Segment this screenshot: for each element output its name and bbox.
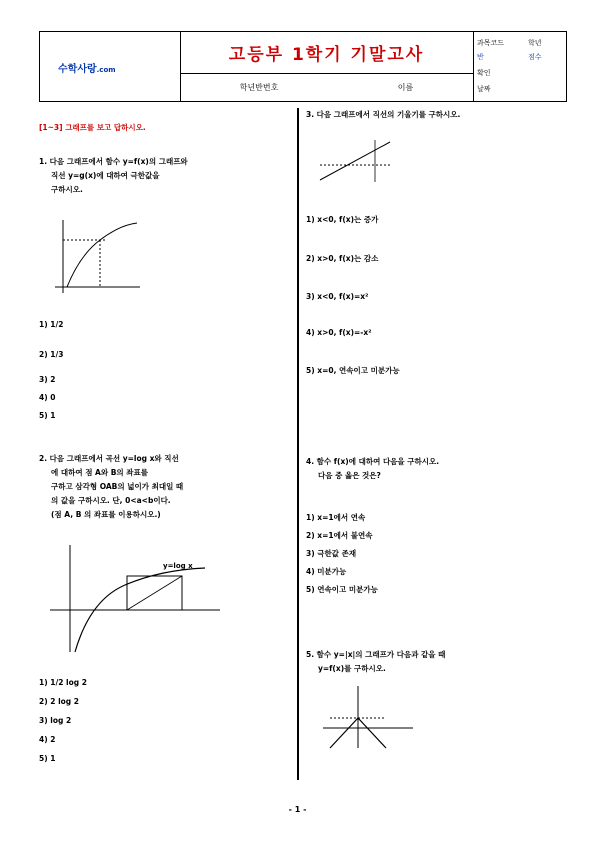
- q3-option-4[interactable]: 4) x>0, f(x)=-x²: [306, 328, 372, 337]
- info-2: 학년: [528, 39, 542, 47]
- header-info-cell: [473, 32, 568, 101]
- q1-line-1: 1. 다음 그래프에서 함수 y=f(x)의 그래프와: [39, 157, 188, 166]
- q3-option-1[interactable]: 1) x<0, f(x)는 증가: [306, 215, 379, 224]
- q3-option-3[interactable]: 3) x<0, f(x)=x²: [306, 292, 369, 301]
- q5-line-2: y=f(x)를 구하시오.: [318, 664, 386, 673]
- graph1-curve: [67, 223, 137, 287]
- q4-option-2[interactable]: 2) x=1에서 불연속: [306, 531, 373, 540]
- q3-option-5[interactable]: 5) x=0, 연속이고 미분가능: [306, 366, 400, 375]
- question-4: [306, 455, 561, 483]
- header-subrow: [180, 73, 473, 102]
- q3-line: 3. 다음 그래프에서 직선의 기울기를 구하시오.: [306, 110, 461, 119]
- q4-option-4[interactable]: 4) 미분가능: [306, 567, 347, 576]
- section-note: [1~3] 그래프를 보고 답하시오.: [39, 123, 146, 132]
- q4-option-5[interactable]: 5) 연속이고 미분가능: [306, 585, 378, 594]
- info-1: 과목코드: [477, 39, 505, 47]
- header-box: [39, 31, 567, 102]
- q2-option-1[interactable]: 1) 1/2 log 2: [39, 678, 87, 687]
- q1-option-2[interactable]: 2) 1/3: [39, 350, 64, 359]
- logo: 수학사랑.com: [58, 64, 116, 75]
- q1-option-5[interactable]: 5) 1: [39, 411, 56, 420]
- question-3: [306, 108, 561, 122]
- page-number: - 1 -: [288, 805, 307, 814]
- info-4: 점수: [528, 53, 542, 61]
- q2-line-1: 2. 다음 그래프에서 곡선 y=log x와 직선: [39, 454, 179, 463]
- question-5: [306, 648, 561, 676]
- q1-line-2: 직선 y=g(x)에 대하여 극한값을: [51, 171, 160, 180]
- q3-option-2[interactable]: 2) x>0, f(x)는 감소: [306, 254, 379, 263]
- q2-option-3[interactable]: 3) log 2: [39, 716, 72, 725]
- q2-line-5: (점 A, B 의 좌표를 이용하시오.): [51, 510, 161, 519]
- q4-line-2: 다음 중 옳은 것은?: [318, 471, 381, 480]
- q2-line-2: 에 대하여 점 A와 B의 좌표를: [51, 468, 149, 477]
- q5-line-1: 5. 함수 y=|x|의 그래프가 다음과 같을 때: [306, 650, 446, 659]
- q2-line-4: 의 값을 구하시오. 단, 0<a<b이다.: [51, 496, 171, 505]
- q4-line-1: 4. 함수 f(x)에 대하여 다음을 구하시오.: [306, 457, 440, 466]
- exam-title: 고등부 1학기 기말고사: [180, 32, 473, 74]
- q4-option-1[interactable]: 1) x=1에서 연속: [306, 513, 366, 522]
- question-2: [39, 452, 289, 522]
- info-6: 날짜: [477, 85, 491, 93]
- q4-option-3[interactable]: 3) 극한값 존재: [306, 549, 357, 558]
- q1-line-3: 구하시오.: [51, 185, 83, 194]
- q1-option-4[interactable]: 4) 0: [39, 393, 56, 402]
- question-1: [39, 155, 289, 197]
- graph-3: [315, 130, 395, 185]
- q1-option-1[interactable]: 1) 1/2: [39, 320, 64, 329]
- graph3-line: [320, 142, 390, 180]
- q2-option-4[interactable]: 4) 2: [39, 735, 56, 744]
- graph2-label: y=log x: [163, 562, 193, 570]
- q2-line-3: 구하고 삼각형 OAB의 넓이가 최대일 때: [51, 482, 184, 491]
- q2-option-5[interactable]: 5) 1: [39, 754, 56, 763]
- header-logo-cell: [40, 32, 181, 101]
- column-divider: [297, 108, 299, 780]
- sub-left: 학년반번호: [239, 83, 279, 92]
- sub-right: 이름: [397, 83, 414, 92]
- q2-option-2[interactable]: 2) 2 log 2: [39, 697, 80, 706]
- graph-5: [318, 683, 418, 753]
- graph-1: [45, 215, 145, 295]
- graph-2: [45, 540, 225, 655]
- header-title-cell: [180, 32, 474, 101]
- q1-option-3[interactable]: 3) 2: [39, 375, 56, 384]
- info-3: 반: [477, 53, 484, 61]
- info-5: 확인: [477, 69, 491, 77]
